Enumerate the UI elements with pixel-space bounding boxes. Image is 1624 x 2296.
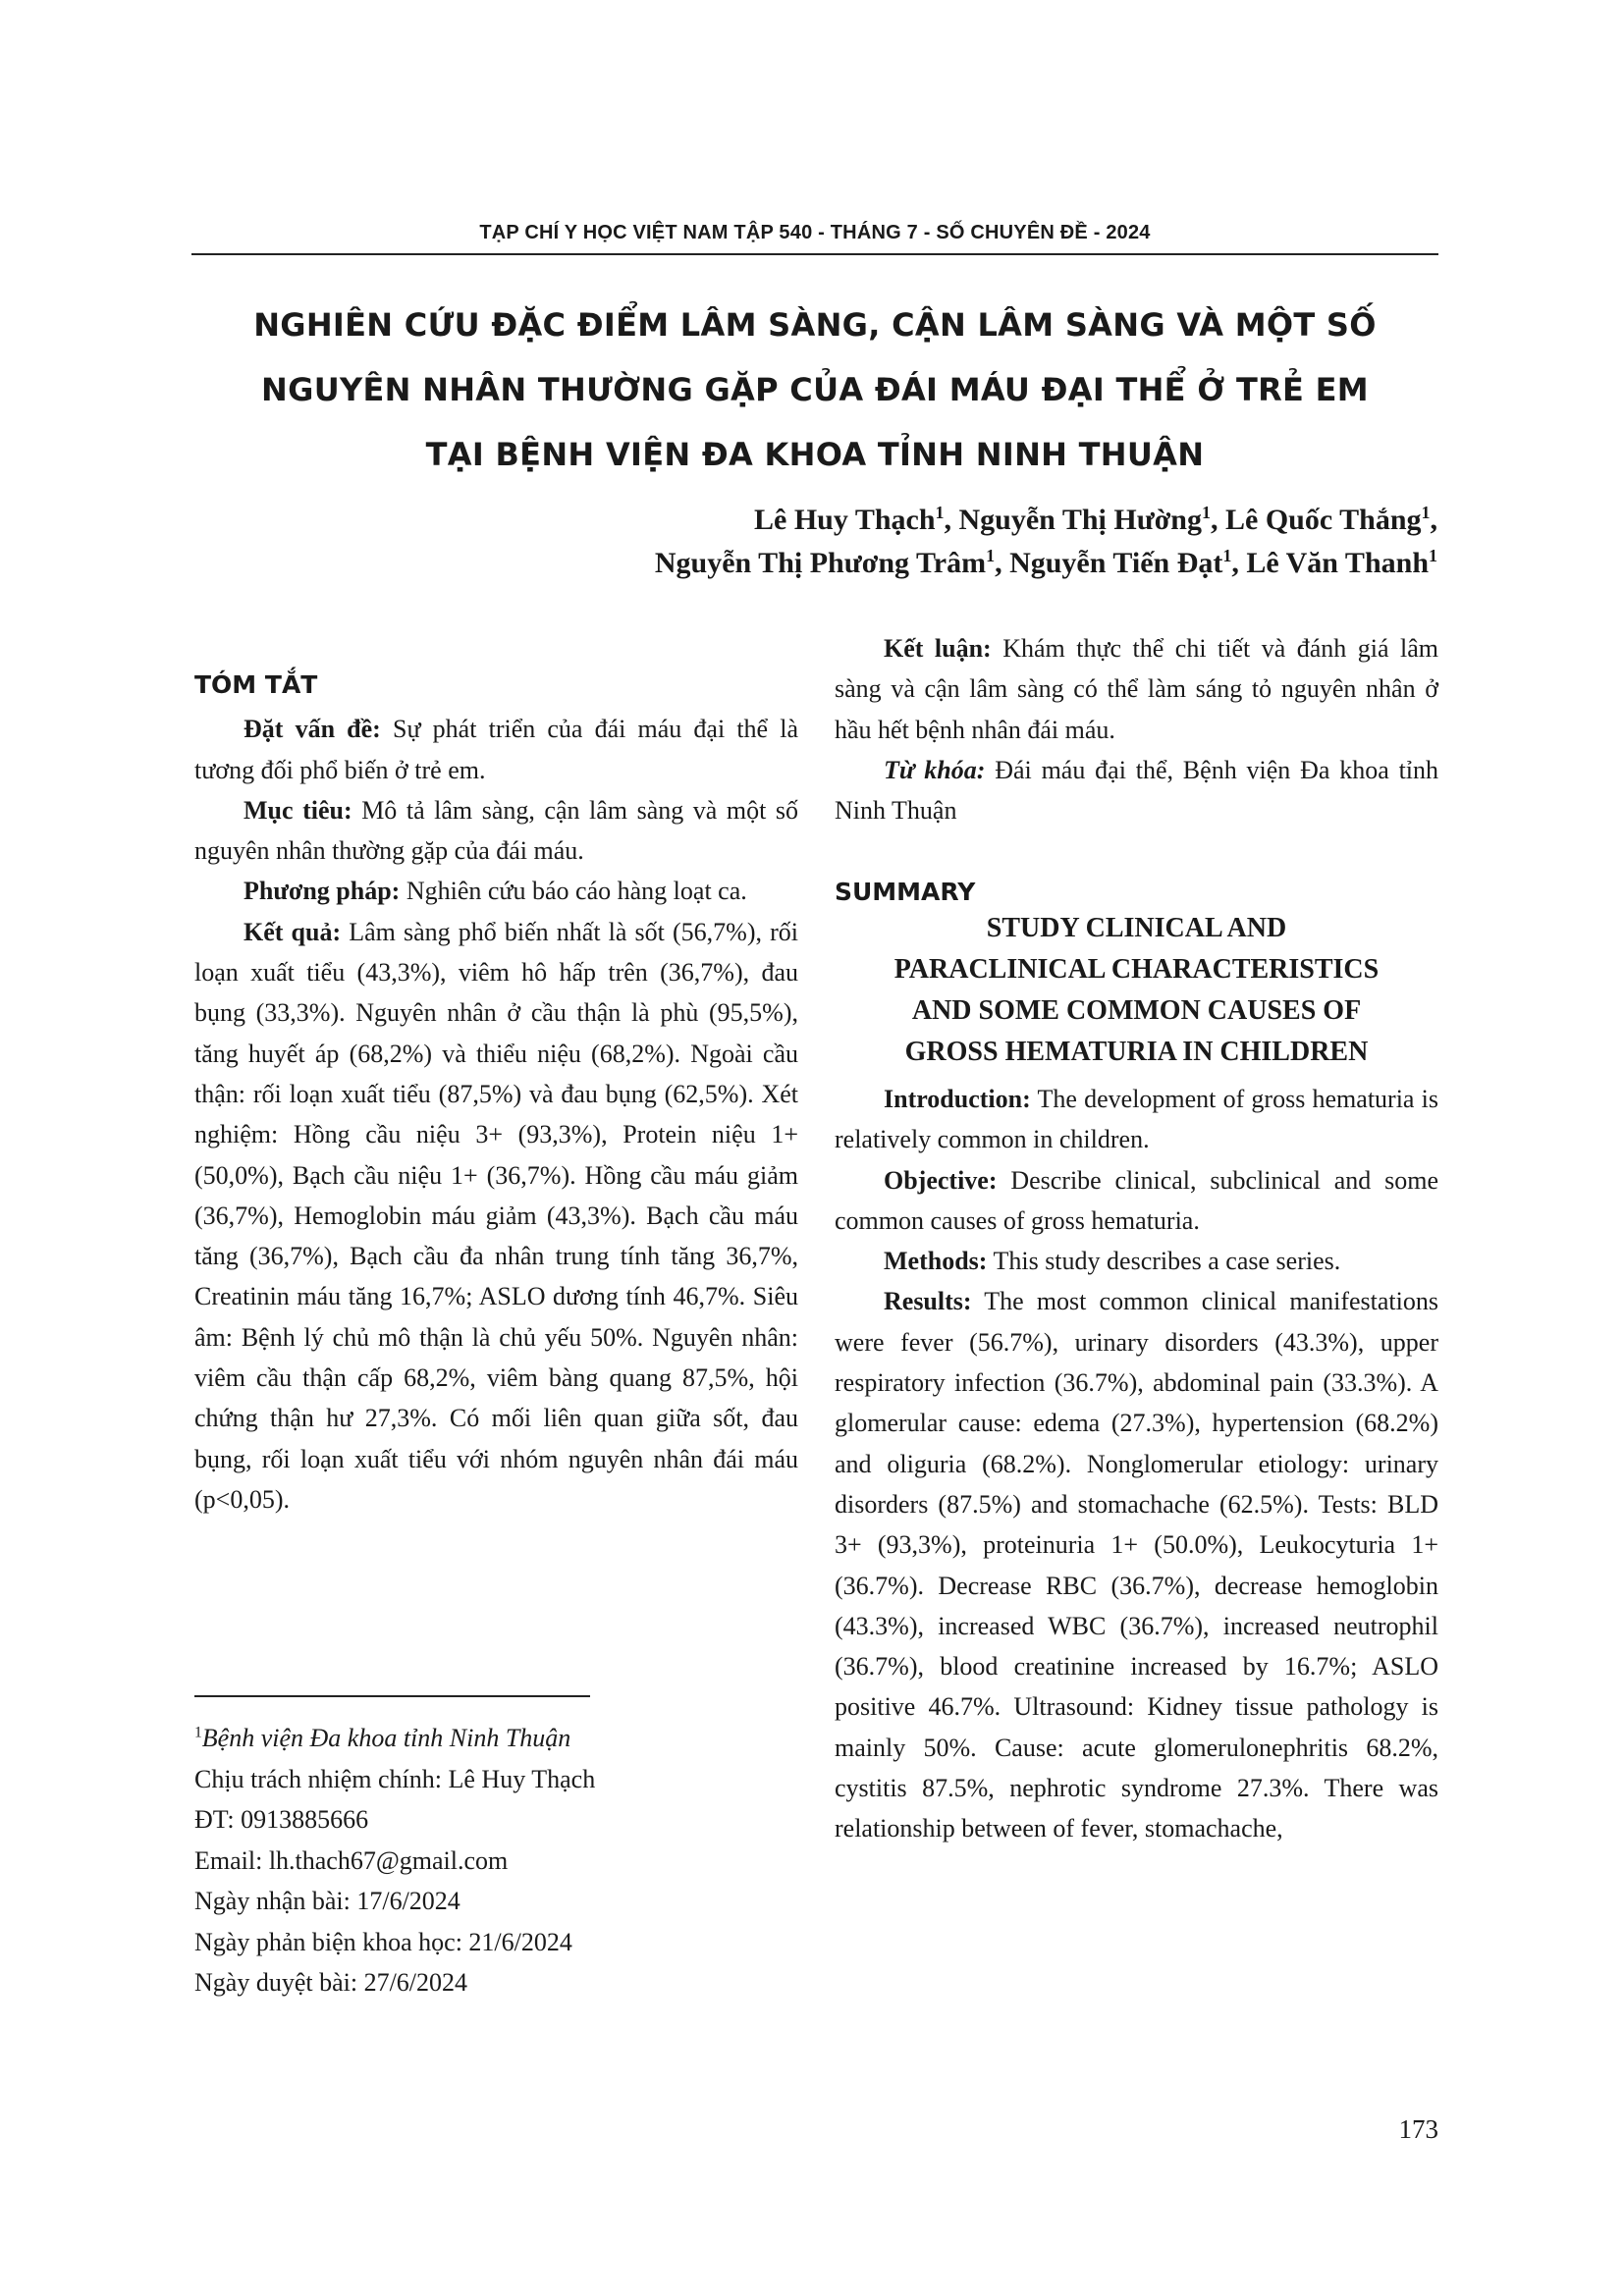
header-rule (191, 253, 1438, 255)
author-separator: , (944, 504, 959, 536)
paragraph-text: Nghiên cứu báo cáo hàng loạt ca. (400, 877, 747, 906)
author-name: Lê Quốc Thắng (1225, 504, 1422, 536)
section-heading-summary: SUMMARY (835, 878, 976, 907)
footnote-phone: ĐT: 0913885666 (194, 1805, 369, 1834)
summary-paragraph (835, 1241, 1438, 1281)
title-line: NGUYÊN NHÂN THƯỜNG GẶP CỦA ĐÁI MÁU ĐẠI THỂ Ở TRẺ EM (261, 371, 1369, 408)
author-name: Nguyễn Thị Hường (958, 504, 1202, 536)
footnote-email: Email: lh.thach67@gmail.com (194, 1845, 509, 1875)
paragraph-label: Results: (884, 1287, 972, 1316)
affiliation-mark: 1 (935, 503, 945, 522)
summary-title-line: GROSS HEMATURIA IN CHILDREN (904, 1037, 1369, 1067)
summary-paragraph (835, 1281, 1438, 1848)
abstract-vi (194, 665, 798, 1520)
page-number: 173 (1398, 2114, 1438, 2144)
summary-title-line: PARACLINICAL CHARACTERISTICS (893, 954, 1380, 985)
article-title (191, 293, 1438, 487)
footnote-reviewed: Ngày phản biện khoa học: 21/6/2024 (194, 1927, 572, 1956)
footnote-accepted: Ngày duyệt bài: 27/6/2024 (194, 1968, 468, 1997)
section-heading-tom-tat: TÓM TẮT (194, 670, 318, 699)
abstract-paragraph (194, 912, 798, 1520)
footnote-rule (194, 1695, 590, 1697)
author-separator: , (1211, 504, 1225, 536)
affiliation-mark: 1 (986, 546, 996, 565)
keywords-paragraph (835, 750, 1438, 831)
summary-paragraph (835, 1160, 1438, 1242)
paragraph-text: Sự phát triển của đái máu đại thể là tương đối phổ biến ở trẻ em. (194, 715, 798, 784)
affiliation-mark: 1 (1202, 503, 1211, 522)
title-line: TẠI BỆNH VIỆN ĐA KHOA TỈNH NINH THUẬN (425, 436, 1205, 473)
paragraph-label: Objective: (884, 1165, 998, 1195)
affiliation-mark: 1 (194, 1724, 202, 1741)
paragraph-text: Khám thực thể chi tiết và đánh giá lâm sàng và cận lâm sàng có thể làm sáng tỏ nguyên nhân ở hầu hết bệnh nhân đái máu. (835, 634, 1439, 744)
abstract-vi-continued (835, 628, 1438, 913)
footnote-responsible: Chịu trách nhiệm chính: Lê Huy Thạch (194, 1764, 596, 1793)
author-name: Nguyễn Thị Phương Trâm (654, 547, 987, 579)
paragraph-label: Đặt vấn đề: (244, 715, 381, 744)
footnote-received: Ngày nhận bài: 17/6/2024 (194, 1887, 460, 1915)
affiliation-text: Bệnh viện Đa khoa tỉnh Ninh Thuận (201, 1724, 571, 1752)
author-separator: , (1231, 547, 1247, 579)
abstract-paragraph (835, 628, 1438, 750)
author-separator: , (1430, 504, 1437, 536)
summary-title-line: STUDY CLINICAL AND (986, 913, 1287, 943)
footnote-affiliation (194, 1718, 595, 1759)
affiliation-mark: 1 (1421, 503, 1431, 522)
summary-title-line: AND SOME COMMON CAUSES OF (911, 995, 1362, 1026)
summary-en (835, 1079, 1438, 1849)
affiliation-mark: 1 (1429, 546, 1437, 565)
paragraph-label: Introduction: (884, 1085, 1031, 1113)
author-separator: , (995, 547, 1010, 579)
paragraph-text: The most common clinical manifestations were fever (56.7%), urinary disorders (43.3%), upper respiratory infection (36.7%), abdominal pain (33.3%). A glomerular cause: edema (27.3%), hypertension (68.2%) and oliguria (68.2%). Nonglomerular etiology: urinary disorders (87.5%) and stomachache (62.5%). Tests: BLD 3+ (93,3%), proteinuria 1+ (50.0%), Leukocyturia 1+ (36.7%). Decrease RBC (36.7%), decrease hemoglobin (43.3%), increased WBC (36.7%), increased neutrophil (36.7%), blood creatinine increased by 16.7%; ASLO positive 46.7%. Ultrasound: Kidney tissue pathology is mainly 50%. Cause: acute glomerulonephritis 68.2%, cystitis 87.5%, nephrotic syndrome 27.3%. There was relationship between of fever, stomachache, (835, 1287, 1438, 1843)
paragraph-label: Kết luận: (884, 634, 992, 663)
paragraph-text: The development of gross hematuria is relatively common in children. (835, 1085, 1438, 1154)
paragraph-label: Phương pháp: (244, 877, 401, 906)
title-line: NGHIÊN CỨU ĐẶC ĐIỂM LÂM SÀNG, CẬN LÂM SÀNG VÀ MỘT SỐ (253, 306, 1377, 344)
paragraph-text: Mô tả lâm sàng, cận lâm sàng và một số nguyên nhân thường gặp của đái máu. (194, 795, 798, 866)
author-name: Lê Huy Thạch (754, 504, 936, 536)
author-line (655, 542, 1437, 585)
paragraph-label: Kết quả: (244, 917, 342, 946)
journal-header: TẠP CHÍ Y HỌC VIỆT NAM TẬP 540 - THÁNG 7 - SỐ CHUYÊN ĐỀ - 2024 (479, 222, 1151, 243)
author-line (655, 499, 1437, 542)
paragraph-label: Methods: (884, 1247, 988, 1276)
abstract-paragraph (194, 709, 798, 790)
paragraph-text: This study describes a case series. (987, 1247, 1341, 1276)
affiliation-mark: 1 (1222, 546, 1232, 565)
abstract-paragraph (194, 790, 798, 872)
paragraph-label: Mục tiêu: (244, 795, 352, 825)
keywords-text: Đái máu đại thể, Bệnh viện Đa khoa tỉnh Ninh Thuận (835, 755, 1439, 826)
abstract-paragraph (194, 871, 798, 911)
summary-title (835, 908, 1438, 1073)
author-name: Nguyễn Tiến Đạt (1009, 547, 1223, 579)
summary-paragraph (835, 1079, 1438, 1160)
paragraph-text: Lâm sàng phổ biến nhất là sốt (56,7%), rối loạn xuất tiểu (43,3%), viêm hô hấp trên (36,7%), đau bụng (33,3%). Nguyên nhân ở cầu thận là phù (95,5%), tăng huyết áp (68,2%) và thiểu niệu (68,2%). Ngoài cầu thận: rối loạn xuất tiểu (87,5%) và đau bụng (62,5%). Xét nghiệm: Hồng cầu niệu 3+ (93,3%), Protein niệu 1+ (50,0%), Bạch cầu niệu 1+ (36,7%). Hồng cầu máu giảm (36,7%), Hemoglobin máu giảm (43,3%). Bạch cầu máu tăng (36,7%), Bạch cầu đa nhân trung tính tăng 36,7%, Creatinin máu tăng 16,7%; ASLO dương tính 46,7%. Siêu âm: Bệnh lý chủ mô thận là chủ yếu 50%. Nguyên nhân: viêm cầu thận cấp 68,2%, viêm bàng quang 87,5%, hội chứng thận hư 27,3%. Có mối liên quan giữa sốt, đau bụng, rối loạn xuất tiểu với nhóm nguyên nhân đái máu (p<0,05). (194, 917, 799, 1514)
footnotes (194, 1718, 595, 2003)
author-name: Lê Văn Thanh (1246, 547, 1429, 579)
author-list (655, 499, 1437, 585)
keywords-label: Từ khóa: (884, 755, 986, 784)
paragraph-text: Describe clinical, subclinical and some common causes of gross hematuria. (835, 1165, 1438, 1235)
